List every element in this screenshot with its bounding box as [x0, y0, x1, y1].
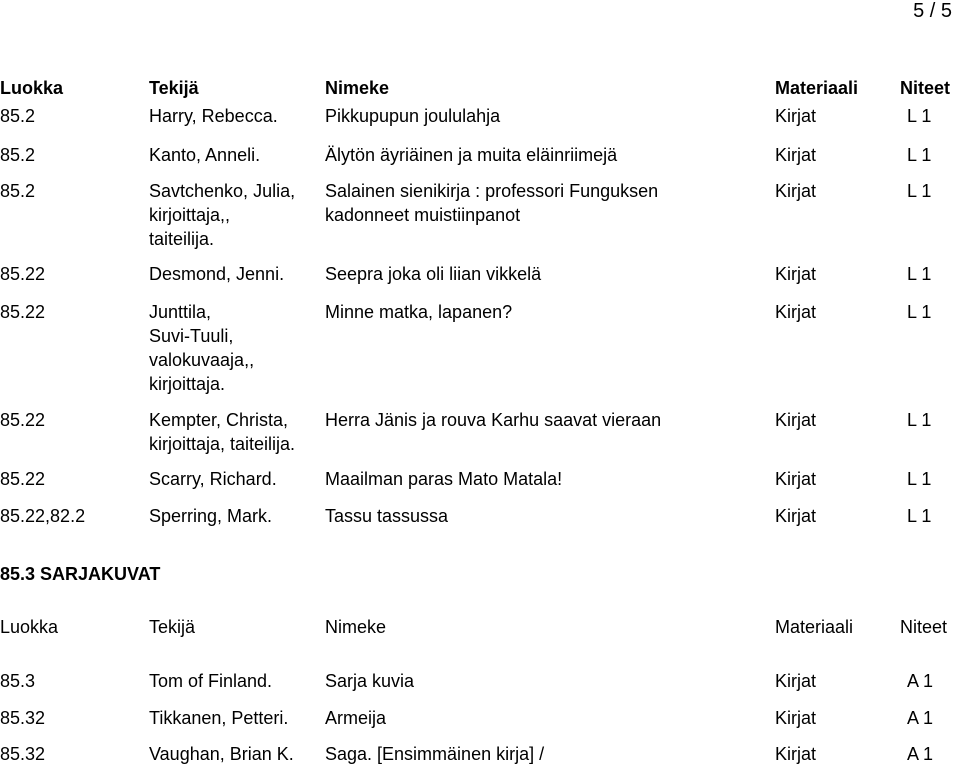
cell-nimeke: Herra Jänis ja rouva Karhu saavat vieraan: [325, 410, 662, 430]
cell-luokka: 85.2: [0, 145, 36, 165]
cell-niteet: L 1: [907, 106, 932, 126]
cell-nimeke: Minne matka, lapanen?: [325, 302, 513, 322]
cell-tekija: Tikkanen, Petteri.: [149, 708, 289, 728]
header-luokka: Luokka: [0, 78, 64, 98]
cell-luokka: 85.3: [0, 671, 36, 691]
cell-tekija-line: kirjoittaja.: [149, 374, 226, 394]
cell-luokka: 85.22: [0, 264, 46, 284]
cell-materiaali: Kirjat: [775, 181, 817, 201]
cell-tekija: [149, 408, 295, 456]
cell-nimeke: [325, 179, 658, 227]
cell-tekija-line: kirjoittaja, taiteilija.: [149, 434, 296, 454]
cell-materiaali: Kirjat: [775, 744, 817, 764]
header-materiaali: Materiaali: [775, 78, 859, 98]
cell-niteet: L 1: [907, 469, 932, 489]
header-niteet: Niteet: [900, 78, 951, 98]
header-niteet: Niteet: [900, 617, 948, 637]
cell-materiaali: Kirjat: [775, 145, 817, 165]
header-luokka: Luokka: [0, 617, 59, 637]
cell-nimeke: Seepra joka oli liian vikkelä: [325, 264, 542, 284]
cell-materiaali: Kirjat: [775, 671, 817, 691]
table-row: [0, 300, 960, 394]
cell-materiaali: Kirjat: [775, 264, 817, 284]
cell-tekija: Tom of Finland.: [149, 671, 273, 691]
cell-niteet: L 1: [907, 264, 932, 284]
cell-nimeke: Maailman paras Mato Matala!: [325, 469, 563, 489]
table-row: [0, 669, 960, 693]
cell-niteet: A 1: [907, 744, 934, 764]
cell-tekija: [149, 179, 295, 251]
cell-niteet: L 1: [907, 302, 932, 322]
cell-tekija-line: Suvi-Tuuli,: [149, 326, 234, 346]
cell-tekija: Vaughan, Brian K.: [149, 744, 294, 764]
cell-tekija-line: Junttila,: [149, 302, 212, 322]
cell-tekija: Kanto, Anneli.: [149, 145, 261, 165]
cell-tekija: Sperring, Mark.: [149, 506, 273, 526]
cell-luokka: 85.2: [0, 106, 36, 126]
cell-materiaali: Kirjat: [775, 410, 817, 430]
page-number: 5 / 5: [913, 0, 952, 22]
table-row: [0, 104, 960, 128]
cell-luokka: 85.32: [0, 708, 46, 728]
header-nimeke: Nimeke: [325, 617, 387, 637]
table-row: [0, 262, 960, 286]
cell-luokka: 85.22: [0, 302, 46, 322]
cell-luokka: 85.2: [0, 181, 36, 201]
header-tekija: Tekijä: [149, 617, 196, 637]
header-tekija: Tekijä: [149, 78, 199, 98]
cell-luokka: 85.22: [0, 410, 46, 430]
table-row: [0, 504, 960, 528]
cell-tekija-line: Kempter, Christa,: [149, 410, 289, 430]
cell-tekija-line: valokuvaaja,,: [149, 350, 255, 370]
cell-tekija: [149, 300, 254, 396]
table-row: [0, 742, 960, 766]
cell-materiaali: Kirjat: [775, 106, 817, 126]
cell-niteet: L 1: [907, 410, 932, 430]
header-materiaali: Materiaali: [775, 617, 854, 637]
cell-materiaali: Kirjat: [775, 708, 817, 728]
cell-tekija-line: kirjoittaja,,: [149, 205, 231, 225]
cell-tekija: Scarry, Richard.: [149, 469, 277, 489]
cell-nimeke: Saga. [Ensimmäinen kirja] /: [325, 744, 545, 764]
header-nimeke: Nimeke: [325, 78, 390, 98]
cell-nimeke: Tassu tassussa: [325, 506, 449, 526]
section-title: 85.3 SARJAKUVAT: [0, 564, 161, 584]
cell-nimeke: Älytön äyriäinen ja muita eläinriimejä: [325, 145, 618, 165]
cell-tekija: Desmond, Jenni.: [149, 264, 285, 284]
table-row: [0, 143, 960, 167]
cell-nimeke-line: Salainen sienikirja : professori Funguksen: [325, 181, 659, 201]
table-header: [0, 615, 960, 639]
cell-niteet: L 1: [907, 145, 932, 165]
cell-tekija-line: taiteilija.: [149, 229, 215, 249]
table-row: [0, 467, 960, 491]
cell-niteet: L 1: [907, 181, 932, 201]
cell-luokka: 85.22: [0, 469, 46, 489]
cell-materiaali: Kirjat: [775, 469, 817, 489]
table-row: [0, 408, 960, 454]
cell-nimeke: Sarja kuvia: [325, 671, 415, 691]
cell-tekija-line: Savtchenko, Julia,: [149, 181, 296, 201]
cell-luokka: 85.32: [0, 744, 46, 764]
cell-niteet: A 1: [907, 671, 934, 691]
cell-materiaali: Kirjat: [775, 302, 817, 322]
cell-luokka: 85.22,82.2: [0, 506, 86, 526]
cell-nimeke-line: kadonneet muistiinpanot: [325, 205, 521, 225]
cell-nimeke: Pikkupupun joululahja: [325, 106, 501, 126]
cell-niteet: A 1: [907, 708, 934, 728]
table-header: [0, 76, 960, 100]
cell-tekija: Harry, Rebecca.: [149, 106, 278, 126]
table-row: [0, 179, 960, 249]
table-row: [0, 706, 960, 730]
cell-nimeke: Armeija: [325, 708, 387, 728]
cell-niteet: L 1: [907, 506, 932, 526]
cell-materiaali: Kirjat: [775, 506, 817, 526]
